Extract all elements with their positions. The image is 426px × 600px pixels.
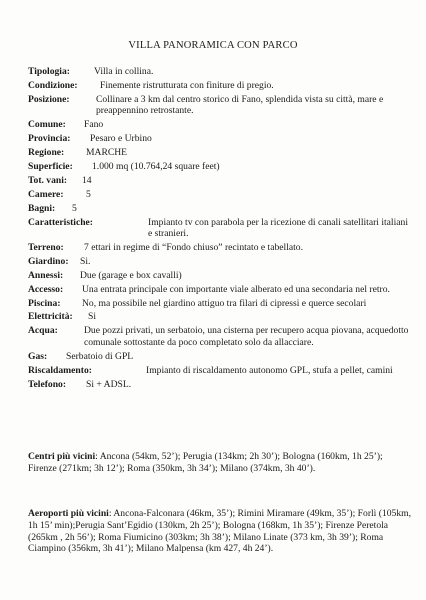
field-label: Accesso:	[28, 283, 64, 295]
nearby-centers-section	[28, 451, 412, 475]
field-label: Camere:	[28, 188, 64, 200]
field-value: Una entrata principale con importante viale alberato ed una secondaria nel retro.	[82, 283, 390, 295]
field-label: Terreno:	[28, 241, 64, 253]
field-row	[28, 147, 412, 159]
field-value: 5	[72, 202, 77, 214]
field-label: Caratteristiche:	[28, 216, 93, 228]
nearby-airports-text: : Ancona-Falconara (46km, 35’); Rimini Miramare (49km, 35’); Forlì (105km, 1h 15’ min);Perugia Sant’Egidio (130km, 2h 25’); Bologna (168km, 1h 35’); Firenze Peretola (265km , 2h 56’); Roma Fiumicino (303km; 3h 38’); Milano Linate (373 km, 3h 39’); Roma Ciampino (356km, 3h 41’); Milano Malpensa (km 427, 4h 24’).	[28, 508, 411, 555]
field-value: 7 ettari in regime di “Fondo chiuso” recintato e tabellato.	[84, 241, 303, 253]
field-value: Serbatoio di GPL	[66, 350, 134, 362]
field-label: Tipologia:	[28, 66, 70, 77]
nearby-airports-label: Aeroporti più vicini	[28, 508, 109, 519]
field-label: Posizione:	[28, 93, 70, 105]
field-row	[28, 242, 412, 254]
field-label: Gas:	[28, 350, 48, 362]
field-label: Annessi:	[28, 269, 64, 281]
field-value: MARCHE	[86, 147, 128, 159]
field-label: Regione:	[28, 147, 65, 159]
field-label: Piscina:	[28, 297, 61, 309]
nearby-centers-label: Centri più vicini	[28, 451, 96, 462]
field-value: Si	[88, 311, 97, 323]
field-label: Condizione:	[28, 79, 78, 91]
field-value: Si.	[80, 255, 91, 267]
field-label: Comune:	[28, 119, 66, 131]
field-value: Fano	[84, 119, 104, 131]
field-value: Villa in collina.	[94, 66, 154, 77]
field-value: Impianto tv con parabola per la ricezione di canali satellitari italiani e stranieri.	[148, 216, 408, 240]
field-row	[28, 365, 412, 377]
field-value: Due pozzi privati, un serbatoio, una cisterna per recupero acqua piovana, acquedotto comunale sottostante da poco completato solo da allacciare.	[84, 325, 409, 348]
field-label: Provincia:	[28, 133, 71, 145]
field-row	[28, 270, 412, 282]
field-row	[28, 311, 412, 323]
field-value: Finemente ristrutturata con finiture di pregio.	[100, 79, 274, 91]
field-row	[28, 175, 412, 187]
field-value: 5	[86, 188, 91, 200]
field-row	[28, 325, 412, 348]
field-label: Telefono:	[28, 378, 67, 390]
field-value: 1.000 mq (10.764,24 square feet)	[92, 160, 220, 172]
field-row	[28, 133, 412, 145]
field-value: 14	[82, 174, 92, 186]
field-row	[28, 66, 412, 78]
page-title: VILLA PANORAMICA CON PARCO	[128, 40, 298, 51]
field-label: Riscaldamento:	[28, 364, 92, 376]
nearby-airports-section	[28, 508, 412, 555]
field-row	[28, 217, 412, 240]
nearby-centers-text: : Ancona (54km, 52’); Perugia (134km; 2h 30’); Bologna (160km, 1h 25’); Firenze (271km; 3h 12’); Roma (350km, 3h 34’); Milano (374km, 3h 40’).	[28, 451, 383, 474]
field-value: Collinare a 3 km dal centro storico di Fano, splendida vista su città, mare e preappennino retrostante.	[96, 93, 384, 117]
field-label: Giardino:	[28, 255, 69, 267]
field-row	[28, 119, 412, 131]
field-label: Superficie:	[28, 160, 73, 172]
field-row	[28, 80, 412, 92]
field-row	[28, 94, 412, 117]
field-row	[28, 351, 412, 363]
field-row	[28, 379, 412, 391]
field-row	[28, 256, 412, 268]
property-fields	[28, 66, 412, 392]
field-row	[28, 161, 412, 173]
field-value: No, ma possibile nel giardino attiguo tra filari di cipressi e querce secolari	[82, 297, 367, 309]
field-label: Tot. vani:	[28, 174, 68, 186]
field-row	[28, 298, 412, 310]
field-row	[28, 203, 412, 215]
field-value: Due (garage e box cavalli)	[80, 269, 182, 281]
field-label: Elettricità:	[28, 311, 73, 323]
field-label: Bagni:	[28, 202, 56, 214]
field-label: Acqua:	[28, 325, 58, 337]
field-row	[28, 189, 412, 201]
field-row	[28, 284, 412, 296]
field-value: Impianto di riscaldamento autonomo GPL, stufa a pellet, camini	[146, 364, 393, 376]
field-value: Pesaro e Urbino	[90, 133, 152, 145]
field-value: Si + ADSL.	[86, 378, 132, 390]
